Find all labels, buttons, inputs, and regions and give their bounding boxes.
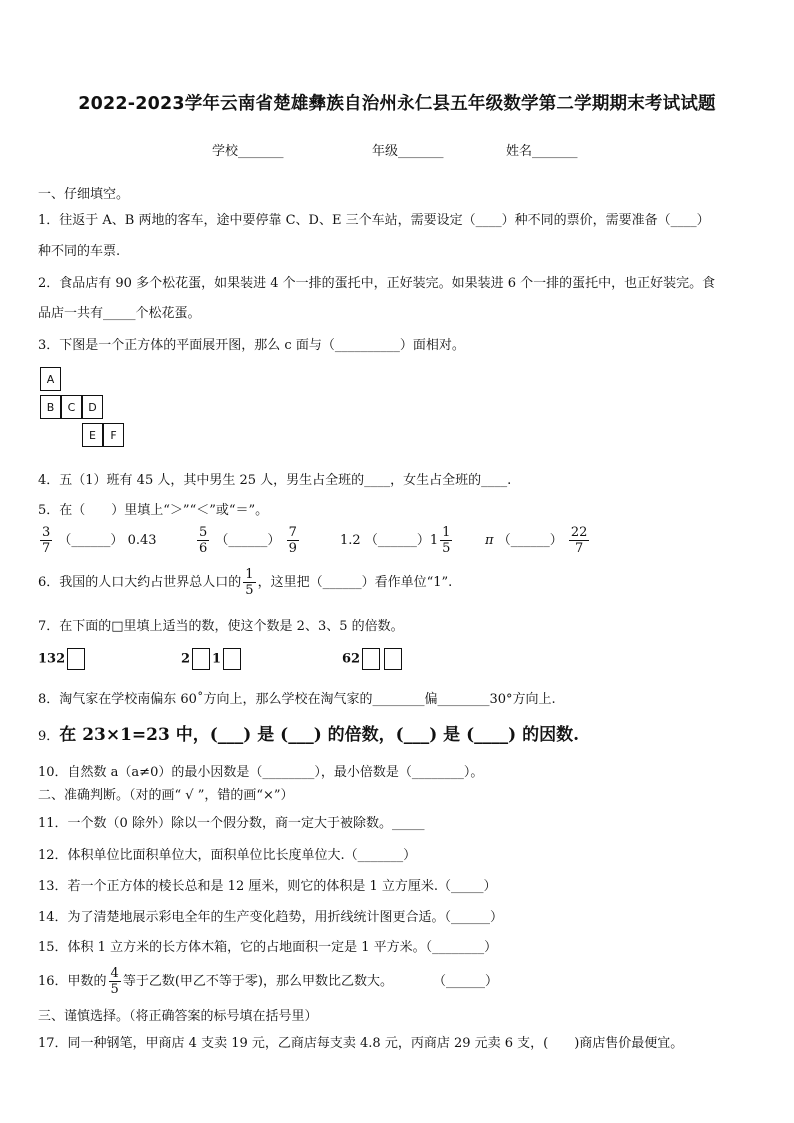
net-face-f: F	[103, 423, 124, 447]
net-face-d: D	[82, 395, 103, 419]
question-9-number: 9．	[38, 729, 60, 744]
digit-box	[384, 648, 402, 670]
value: 0.43	[127, 533, 157, 548]
answer-blank: （______）	[497, 533, 563, 548]
fraction: $\frac{1}{5}$	[245, 567, 254, 598]
q7-number-b	[181, 648, 243, 670]
value: 1.2	[340, 533, 361, 548]
digits: 1	[212, 651, 222, 667]
question-5: 5．在（ ）里填上“＞”“＜”或“＝”。	[38, 503, 269, 518]
digits: 132	[38, 651, 66, 667]
question-9	[38, 720, 579, 745]
name-field: 姓名_______	[506, 144, 578, 159]
question-12: 12．体积单位比面积单位大，面积单位比长度单位大.（_______）	[38, 848, 417, 863]
q7-number-c	[342, 648, 404, 670]
pi-symbol: π	[485, 533, 494, 548]
net-face-a: A	[40, 367, 61, 391]
question-1-line-1: 1．往返于 A、B 两地的客车，途中要停靠 C、D、E 三个车站，需要设定（____）种不同的票价，需要准备（____）	[38, 213, 710, 228]
digit-box	[192, 648, 210, 670]
whole-part: 1	[429, 533, 439, 548]
question-2-line-1: 2．食品店有 90 多个松花蛋，如果装进 4 个一排的蛋托中，正好装完。如果装进 6 个一排的蛋托中，也正好装完。食	[38, 276, 716, 291]
answer-blank: （______）	[215, 533, 281, 548]
question-15: 15．体积 1 立方米的长方体木箱，它的占地面积一定是 1 平方米。（________）	[38, 940, 498, 955]
fraction: $\frac{5}{6}$	[199, 525, 208, 556]
fraction: $\frac{7}{9}$	[288, 525, 297, 556]
question-6-text: 6．我国的人口大约占世界总人口的	[38, 575, 242, 590]
digit-box	[223, 648, 241, 670]
school-field: 学校_______	[212, 144, 284, 159]
question-4: 4．五（1）班有 45 人，其中男生 25 人，男生占全班的____，女生占全班的____.	[38, 473, 512, 488]
section-heading-1: 一、仔细填空。	[38, 187, 130, 202]
question-6-text-end: ，这里把（______）看作单位“1”.	[257, 575, 453, 590]
question-8: 8．淘气家在学校南偏东 60˚方向上，那么学校在淘气家的________偏________30°方向上.	[38, 692, 556, 707]
compare-item-2	[195, 525, 301, 556]
answer-blank: （______）	[364, 533, 430, 548]
q7-number-a	[38, 648, 87, 670]
fraction: $\frac{3}{7}$	[42, 525, 51, 556]
fraction: $\frac{1}{5}$	[442, 525, 451, 556]
section-heading-3: 三、谨慎选择。（将正确答案的标号填在括号里）	[38, 1009, 318, 1024]
section-heading-2: 二、准确判断。（对的画“ √ ”，错的画“×”）	[38, 788, 294, 803]
question-13: 13．若一个正方体的棱长总和是 12 厘米，则它的体积是 1 立方厘米.（_____）	[38, 879, 497, 894]
question-1-line-2: 种不同的车票.	[38, 244, 121, 259]
question-6	[38, 567, 452, 598]
fraction: $\frac{22}{7}$	[570, 525, 588, 556]
answer-blank: （______）	[58, 533, 124, 548]
question-16	[38, 966, 498, 997]
grade-field: 年级_______	[372, 144, 444, 159]
question-11: 11．一个数（0 除外）除以一个假分数，商一定大于被除数。_____	[38, 816, 425, 831]
compare-item-3	[340, 525, 454, 556]
compare-item-1	[38, 525, 157, 556]
net-face-e: E	[82, 423, 103, 447]
digits: 2	[181, 651, 191, 667]
question-10: 10．自然数 a（a≠0）的最小因数是（________），最小倍数是（________）。	[38, 765, 484, 780]
digit-box	[67, 648, 85, 670]
digits: 62	[342, 651, 361, 667]
digit-box	[362, 648, 380, 670]
question-16-text-end: 等于乙数(甲乙不等于零)，那么甲数比乙数大。	[122, 974, 393, 989]
page-title: 2022-2023学年云南省楚雄彝族自治州永仁县五年级数学第二学期期末考试试题	[78, 94, 716, 114]
question-7: 7．在下面的□里填上适当的数，使这个数是 2、3、5 的倍数。	[38, 619, 404, 634]
question-2-line-2: 品店一共有_____个松花蛋。	[38, 306, 201, 321]
question-17: 17．同一种钢笔，甲商店 4 支卖 19 元，乙商店每支卖 4.8 元，丙商店 29 元卖 6 支，( )商店售价最便宜。	[38, 1036, 684, 1051]
fraction: $\frac{4}{5}$	[110, 966, 119, 997]
net-face-c: C	[61, 395, 82, 419]
question-14: 14．为了清楚地展示彩电全年的生产变化趋势，用折线统计图更合适。（______）	[38, 910, 504, 925]
question-16-text: 16．甲数的	[38, 974, 107, 989]
answer-blank: （______）	[432, 974, 498, 989]
question-3: 3．下图是一个正方体的平面展开图，那么 c 面与（__________）面相对。	[38, 338, 465, 353]
net-face-b: B	[40, 395, 61, 419]
question-9-text: 在 23×1=23 中，(___) 是 (___) 的倍数，(___) 是 (____) 的因数.	[59, 725, 580, 745]
compare-item-4	[485, 525, 591, 556]
